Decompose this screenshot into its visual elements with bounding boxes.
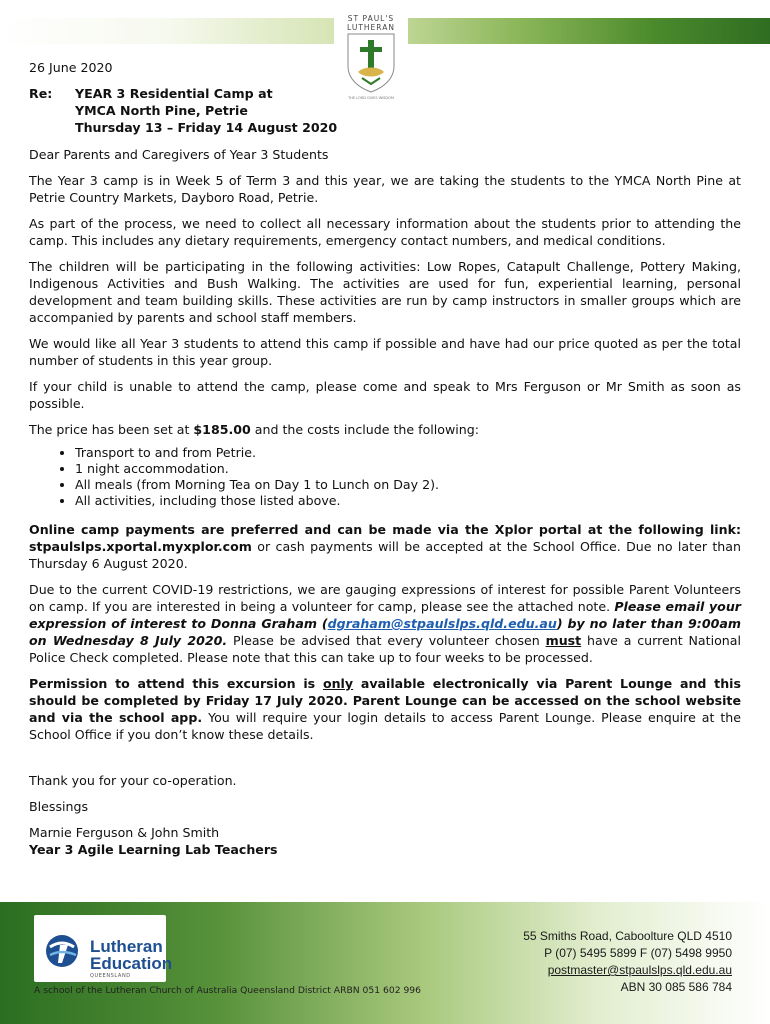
footer-email-link[interactable]: postmaster@stpaulslps.qld.edu.au (547, 963, 732, 977)
costs-list (29, 445, 741, 509)
subject-line-2: YMCA North Pine, Petrie (75, 103, 248, 118)
list-item: • 1 night accommodation. (75, 461, 741, 477)
footer-contact (523, 928, 732, 996)
school-name-line2: LUTHERAN (347, 23, 395, 32)
paragraph-activities: The children will be participating in the following activities: Low Ropes, Catapult Challenge, Pottery Making, Indigenous Activities and Bush Walking. The activities are used for fun, experiential learning, personal development and team building skills. These activities are run by camp instructors in smaller groups which are accompanied by parents and school staff members. (29, 259, 741, 325)
list-item: • Transport to and from Petrie. (75, 445, 741, 461)
letter-body (29, 59, 741, 858)
list-item: • All activities, including those listed above. (75, 493, 741, 509)
closing-thanks: Thank you for your co-operation. (29, 773, 237, 788)
signers-names: Marnie Ferguson & John Smith (29, 825, 220, 840)
paragraph-unable: If your child is unable to attend the camp, please come and speak to Mrs Ferguson or Mr Smith as soon as possible. (29, 379, 741, 411)
paragraph-price: The price has been set at $185.00 and the costs include the following: (29, 422, 480, 437)
letter-date: 26 June 2020 (29, 60, 113, 75)
paragraph-payment: Online camp payments are preferred and can be made via the Xplor portal at the following link: stpaulslps.xportal.myxplor.com or cash payments will be accepted at the School Office. Due no later than Thursday 6 August 2020. (29, 522, 741, 571)
logo-line-2: Education (90, 954, 173, 973)
paragraph-information: As part of the process, we need to collect all necessary information about the students prior to attending the camp. This includes any dietary requirements, emergency contact numbers, and medical conditions. (29, 216, 741, 248)
subject-block (29, 85, 741, 136)
email-link-donna[interactable]: dgraham@stpaulslps.qld.edu.au (327, 616, 557, 631)
paragraph-covid: Due to the current COVID-19 restrictions, we are gauging expressions of interest for possible Parent Volunteers on camp. If you are interested in being a volunteer for camp, please see the attached note. Please email your expression of interest to Donna Graham (dgraham@stpaulslps.qld.edu.au) by no later than 9:00am on Wednesday 8 July 2020. Please be advised that every volunteer chosen must have a current National Police Check completed. Please note that this can take up to four weeks to be processed. (29, 582, 741, 665)
closing-blessings: Blessings (29, 799, 89, 814)
payment-link-text: Online camp payments are preferred and can be made via the Xplor portal at the following link: stpaulslps.xportal.myxplor.com (29, 522, 741, 554)
list-item: • All meals (from Morning Tea on Day 1 to Lunch on Day 2). (75, 477, 741, 493)
paragraph-attendance: We would like all Year 3 students to attend this camp if possible and have had our price quoted as per the total number of students in this year group. (29, 336, 741, 368)
school-name-line1: ST PAUL'S (347, 14, 395, 23)
subject-label: Re: (29, 86, 53, 101)
school-motto: THE LORD GIVES WISDOM (348, 96, 394, 100)
lutheran-education-emblem-icon (44, 933, 84, 969)
subject-line-3: Thursday 13 – Friday 14 August 2020 (75, 120, 338, 135)
lutheran-education-logo (34, 915, 173, 982)
footer (0, 902, 770, 1024)
footer-phone: P (07) 5495 5899 F (07) 5498 9950 (544, 946, 732, 960)
footer-abn: ABN 30 085 586 784 (620, 980, 732, 994)
logo-line-3: QUEENSLAND (90, 973, 131, 979)
paragraph-permission: Permission to attend this excursion is only available electronically via Parent Lounge and this should be completed by Friday 17 July 2020. Parent Lounge can be accessed on the school website and via the school app. You will require your login details to access Parent Lounge. Please enquire at the School Office if you don’t know these details. (29, 676, 742, 742)
footer-church-note: A school of the Lutheran Church of Australia Queensland District ARBN 051 602 996 (34, 985, 421, 996)
footer-address: 55 Smiths Road, Caboolture QLD 4510 (523, 929, 732, 943)
subject-line-1: YEAR 3 Residential Camp at (75, 86, 273, 101)
logo-line-1: Lutheran (90, 937, 163, 956)
salutation: Dear Parents and Caregivers of Year 3 Students (29, 147, 329, 162)
signers-title: Year 3 Agile Learning Lab Teachers (29, 842, 278, 857)
paragraph-camp-location: The Year 3 camp is in Week 5 of Term 3 and this year, we are taking the students to the YMCA North Pine at Petrie Country Markets, Dayboro Road, Petrie. (29, 173, 741, 205)
price-amount: $185.00 (193, 422, 251, 437)
